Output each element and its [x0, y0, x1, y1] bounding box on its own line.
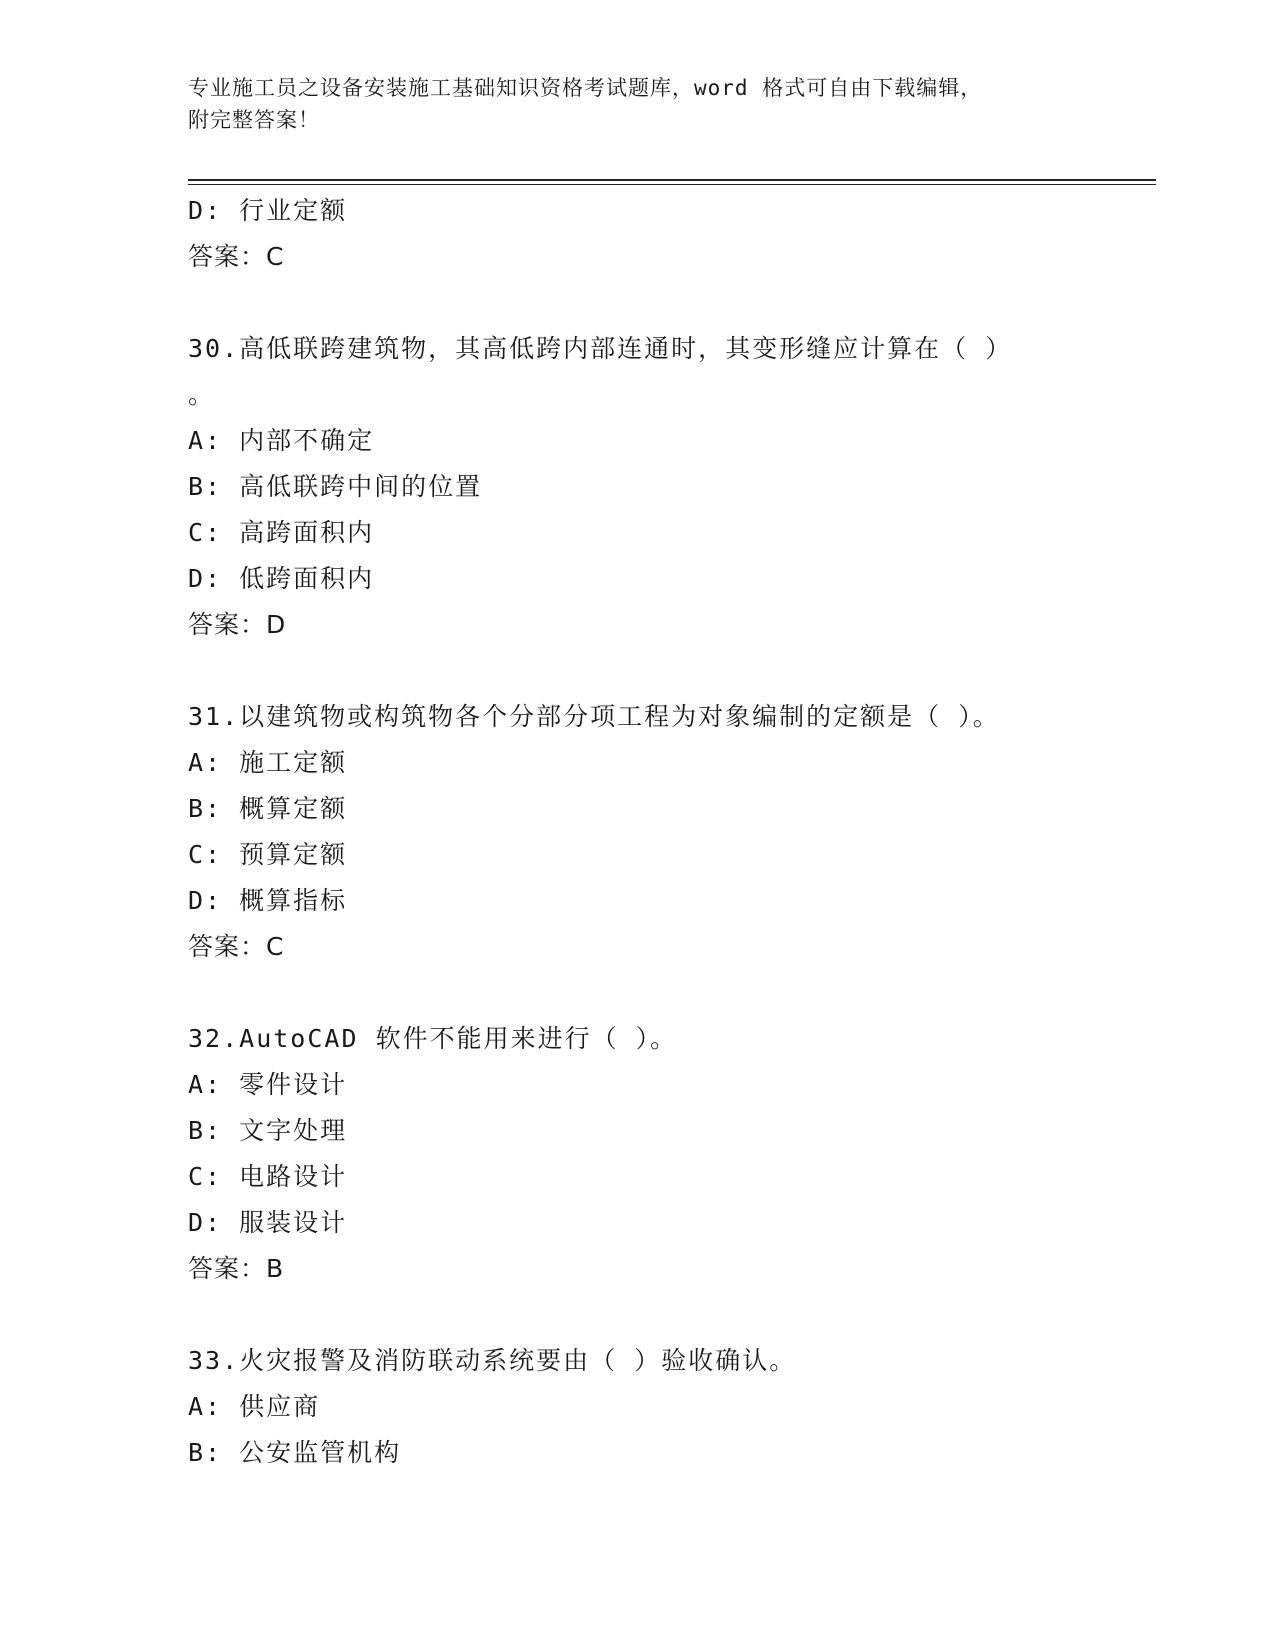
option-a: A: 施工定额	[188, 748, 348, 777]
header-line-1: 专业施工员之设备安装施工基础知识资格考试题库，word 格式可自由下载编辑，	[188, 76, 983, 100]
option-c: C: 高跨面积内	[188, 518, 375, 547]
header-rule-thin	[188, 184, 1156, 185]
option-a: A: 零件设计	[188, 1070, 348, 1099]
option-b: B: 文字处理	[188, 1116, 348, 1145]
header-line-2: 附完整答案！	[188, 108, 320, 132]
question-text: 31.以建筑物或构筑物各个分部分项工程为对象编制的定额是（ ）。	[188, 702, 1000, 731]
spacer	[188, 970, 1148, 1016]
option-b: B: 公安监管机构	[188, 1438, 402, 1467]
question-text-continued: 。	[188, 380, 214, 409]
answer: 答案：B	[188, 1254, 285, 1283]
question-text: 30.高低联跨建筑物，其高低跨内部连通时，其变形缝应计算在（ ）	[188, 334, 1013, 363]
question-32	[188, 1016, 1148, 1292]
question-text: 32.AutoCAD 软件不能用来进行（ ）。	[188, 1024, 678, 1053]
answer: 答案：C	[188, 932, 285, 961]
question-31	[188, 694, 1148, 970]
option-a: A: 内部不确定	[188, 426, 375, 455]
option-c: C: 预算定额	[188, 840, 348, 869]
spacer	[188, 1292, 1148, 1338]
option-d: D: 服装设计	[188, 1208, 348, 1237]
spacer	[188, 648, 1148, 694]
question-29-tail	[188, 188, 1148, 280]
spacer	[188, 280, 1148, 326]
option-d: D: 行业定额	[188, 196, 348, 225]
option-a: A: 供应商	[188, 1392, 321, 1421]
answer: 答案：C	[188, 242, 285, 271]
question-33	[188, 1338, 1148, 1476]
option-c: C: 电路设计	[188, 1162, 348, 1191]
option-b: B: 高低联跨中间的位置	[188, 472, 483, 501]
header-rule-thick	[188, 179, 1156, 181]
option-d: D: 低跨面积内	[188, 564, 375, 593]
question-text: 33.火灾报警及消防联动系统要由（ ）验收确认。	[188, 1346, 797, 1375]
answer: 答案：D	[188, 610, 287, 639]
document-header	[188, 72, 1088, 136]
question-30	[188, 326, 1148, 648]
option-b: B: 概算定额	[188, 794, 348, 823]
question-list	[188, 188, 1148, 1476]
option-d: D: 概算指标	[188, 886, 348, 915]
